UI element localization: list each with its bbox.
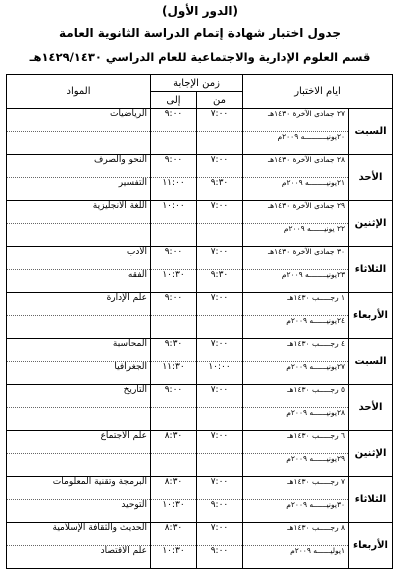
exam-date-line: ٨ رجـــــب ١٤٣٠هـ (287, 523, 345, 532)
time-from (197, 293, 243, 339)
day-name: الأربعاء (349, 523, 393, 569)
time-from-line: ٧:٠٠ (210, 523, 229, 533)
time-to-line: ١٠:٣٠ (151, 499, 196, 522)
subject (7, 293, 151, 339)
time-to-line (151, 315, 196, 338)
table-row (7, 523, 393, 569)
subject-line: الفقه (7, 269, 150, 292)
exam-date-line: ٢٩ جمادى الآخرة ١٤٣٠هـ (267, 201, 345, 210)
time-from-line (197, 131, 242, 154)
subject-line: البرمجة وتقنية المعلومات (52, 477, 147, 487)
subject-line: الرياضيات (109, 109, 147, 119)
time-to-line: ٨:٣٠ (164, 523, 183, 533)
subject-line: الأدب (126, 247, 147, 257)
exam-date-line: ٣٠ جمادى الآخرة ١٤٣٠هـ (267, 247, 345, 256)
exam-date-line: ٢٣يونيــــــــه ٢٠٠٩م (243, 269, 348, 292)
time-to-line: ١٠:٣٠ (151, 269, 196, 292)
subject (7, 109, 151, 155)
time-from-line: ٧:٠٠ (210, 201, 229, 211)
time-from (197, 247, 243, 293)
time-to-line (151, 407, 196, 430)
time-to-line: ٩:٠٠ (164, 109, 183, 119)
table-row (7, 109, 393, 155)
table-row (7, 247, 393, 293)
time-from-line: ٧:٠٠ (210, 339, 229, 349)
table-row (7, 385, 393, 431)
day-name: السبت (349, 109, 393, 155)
time-to (151, 293, 197, 339)
time-to-line: ١١:٣٠ (151, 361, 196, 384)
exam-date (243, 339, 349, 385)
time-from (197, 431, 243, 477)
exam-date (243, 109, 349, 155)
exam-date (243, 523, 349, 569)
subject-line: اللغة الانجليزية (92, 201, 147, 211)
exam-date (243, 385, 349, 431)
exam-date-line: ٤ رجـــــب ١٤٣٠هـ (287, 339, 345, 348)
time-from-line: ٧:٠٠ (210, 109, 229, 119)
time-from (197, 155, 243, 201)
time-from-line: ٩:٠٠ (197, 545, 242, 568)
subject-line: الجغرافيا (7, 361, 150, 384)
subject-line (7, 407, 150, 430)
time-from (197, 339, 243, 385)
subject-line: علم الاجتماع (100, 431, 147, 441)
time-to-line (151, 131, 196, 154)
time-to (151, 155, 197, 201)
subject-line: علم الاقتصاد (7, 545, 150, 568)
time-to-line (151, 453, 196, 476)
exam-date-line: ٢٤يونيــــــه ٢٠٠٩م (243, 315, 348, 338)
time-to-line: ٩:٠٠ (164, 155, 183, 165)
header-to: إلى (151, 92, 197, 109)
exam-date-line: ٦ رجـــــب ١٤٣٠هـ (287, 431, 345, 440)
day-name: الثلاثاء (349, 247, 393, 293)
time-to (151, 109, 197, 155)
day-name: الأحد (349, 155, 393, 201)
day-name: الإثنين (349, 431, 393, 477)
subject-line: التوحيد (7, 499, 150, 522)
subject (7, 385, 151, 431)
exam-date-line: ٥ رجـــــب ١٤٣٠هـ (287, 385, 345, 394)
exam-date-line: ٢٧ جمادى الآخرة ١٤٣٠هـ (267, 109, 345, 118)
time-from-line: ٧:٠٠ (210, 431, 229, 441)
exam-date-line: ١يوليــــــه ٢٠٠٩م (243, 545, 348, 568)
time-from-line: ٩:٠٠ (197, 499, 242, 522)
table-row (7, 155, 393, 201)
time-to (151, 201, 197, 247)
time-to-line: ١٠:٣٠ (151, 545, 196, 568)
exam-date-line: ٢١يونيــــــــه ٢٠٠٩م (243, 177, 348, 200)
subject-line (7, 453, 150, 476)
header-exam-days: ايام الاختبار (243, 75, 393, 109)
exam-date-line: ٧ رجـــــب ١٤٣٠هـ (287, 477, 345, 486)
exam-date-line: ٢٢ يونيــــــه ٢٠٠٩م (243, 223, 348, 246)
time-from (197, 385, 243, 431)
exam-date (243, 431, 349, 477)
exam-date-line: ٣٠يونيــــــه ٢٠٠٩م (243, 499, 348, 522)
day-name: الثلاثاء (349, 477, 393, 523)
header-from: من (197, 92, 243, 109)
time-to-line: ٩:٣٠ (164, 339, 183, 349)
day-name: الإثنين (349, 201, 393, 247)
exam-date (243, 201, 349, 247)
exam-date (243, 293, 349, 339)
time-from-line (197, 223, 242, 246)
day-name: الأربعاء (349, 293, 393, 339)
subject-line (7, 315, 150, 338)
subject-line: علم الإدارة (106, 293, 147, 303)
time-from (197, 523, 243, 569)
time-to-line (151, 223, 196, 246)
header-answer-time: زمن الإجابة (151, 75, 243, 92)
subject-line: الحديث والثقافة الإسلامية (52, 523, 147, 533)
exam-date-line: ٢٨يونيــــــه ٢٠٠٩م (243, 407, 348, 430)
subject (7, 247, 151, 293)
table-row (7, 339, 393, 385)
exam-date-line: ٢٨ جمادى الآخرة ١٤٣٠هـ (267, 155, 345, 164)
time-from-line (197, 407, 242, 430)
table-row (7, 293, 393, 339)
exam-date-line: ٢٩يونيــــــه ٢٠٠٩م (243, 453, 348, 476)
time-to (151, 385, 197, 431)
time-to-line: ١١:٠٠ (151, 177, 196, 200)
subject-line (7, 131, 150, 154)
exam-date-line: ٢٠يونيــــــــــه ٢٠٠٩م (243, 131, 348, 154)
time-from (197, 109, 243, 155)
day-name: الأحد (349, 385, 393, 431)
time-from-line: ٧:٠٠ (210, 247, 229, 257)
subject (7, 523, 151, 569)
subject (7, 431, 151, 477)
time-to-line: ٩:٠٠ (164, 293, 183, 303)
subject-line: النحو والصرف (94, 155, 147, 165)
time-to-line: ٩:٠٠ (164, 385, 183, 395)
exam-date-line: ١ رجـــــب ١٤٣٠هـ (287, 293, 345, 302)
page-title: جدول اختبار شهادة إتمام الدراسة الثانوية العامة (58, 26, 342, 40)
header-subjects: المواد (7, 75, 151, 109)
time-from-line: ٩:٣٠ (197, 269, 242, 292)
exam-date (243, 155, 349, 201)
time-to (151, 339, 197, 385)
time-to-line: ١٠:٠٠ (162, 201, 185, 211)
time-from-line: ٧:٠٠ (210, 155, 229, 165)
day-name: السبت (349, 339, 393, 385)
time-to-line: ٩:٠٠ (164, 247, 183, 257)
time-from (197, 201, 243, 247)
time-to (151, 431, 197, 477)
subject-line: التاريخ (123, 385, 147, 395)
time-from-line: ٩:٣٠ (197, 177, 242, 200)
time-from-line: ١٠:٠٠ (197, 361, 242, 384)
time-to-line: ٨:٣٠ (164, 477, 183, 487)
time-from-line (197, 315, 242, 338)
subject (7, 201, 151, 247)
subject-line: المحاسبة (112, 339, 147, 349)
time-from-line: ٧:٠٠ (210, 385, 229, 395)
exam-schedule-table (6, 74, 393, 569)
time-to (151, 247, 197, 293)
time-from-line (197, 453, 242, 476)
subject (7, 155, 151, 201)
time-from-line: ٧:٠٠ (210, 293, 229, 303)
time-from-line: ٧:٠٠ (210, 477, 229, 487)
table-row (7, 201, 393, 247)
subject (7, 339, 151, 385)
page-subtitle: قسم العلوم الإدارية والاجتماعية للعام الدراسي ١٤٢٩/١٤٣٠هـ (29, 50, 371, 64)
subject-line: التفسير (7, 177, 150, 200)
exam-date-line: ٢٧يونيــــــه ٢٠٠٩م (243, 361, 348, 384)
time-to-line: ٨:٣٠ (164, 431, 183, 441)
time-to (151, 523, 197, 569)
table-row (7, 431, 393, 477)
exam-round: (الدور الأول) (162, 4, 238, 18)
exam-date (243, 247, 349, 293)
subject-line (7, 223, 150, 246)
